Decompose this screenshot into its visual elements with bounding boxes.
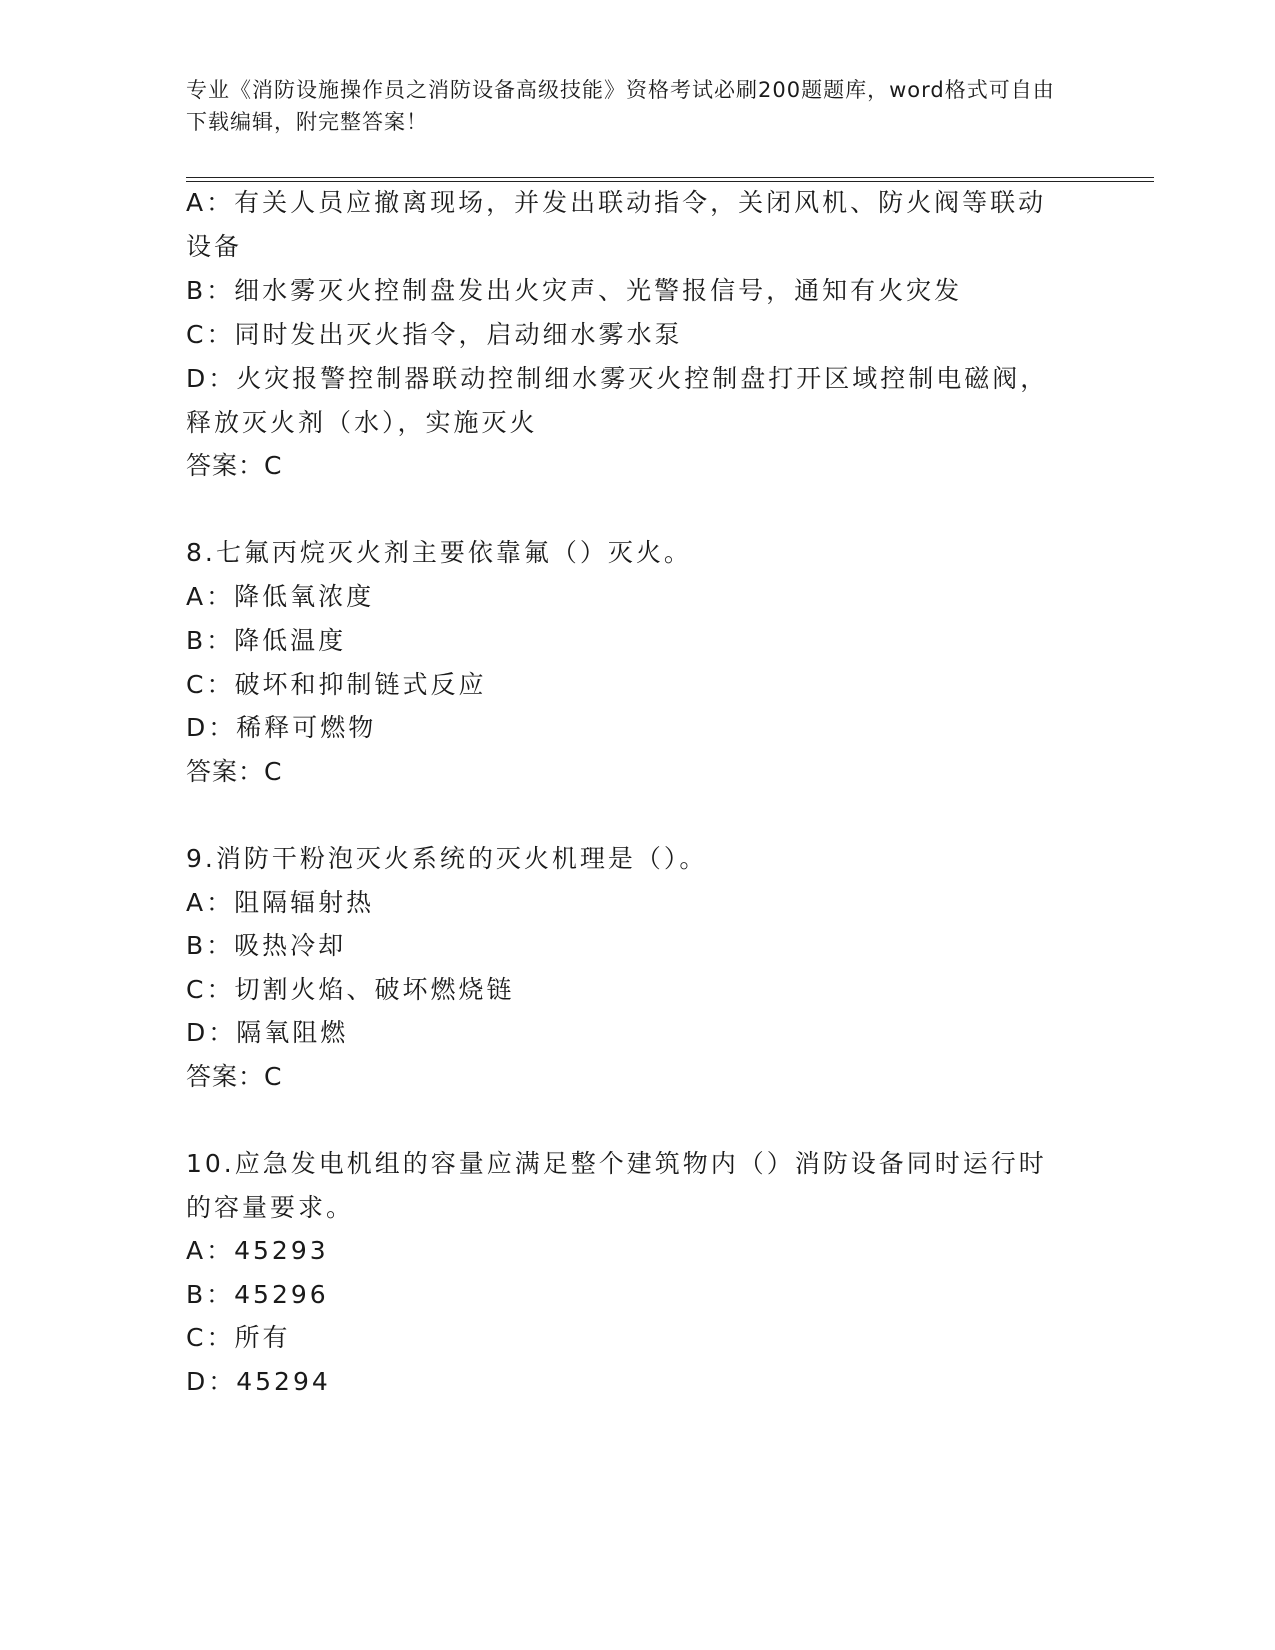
q10-option-d: D：45294 [186, 1367, 331, 1396]
q10-option-c: C：所有 [186, 1323, 291, 1352]
q7-option-d-line1: D：火灾报警控制器联动控制细水雾灭火控制盘打开区域控制电磁阀， [186, 364, 1049, 393]
q8-option-c: C：破坏和抑制链式反应 [186, 670, 487, 699]
q8-question: 8.七氟丙烷灭火剂主要依靠氟（）灭火。 [186, 538, 692, 567]
q10-question-line2: 的容量要求。 [186, 1193, 355, 1222]
q10-option-b: B：45296 [186, 1280, 329, 1309]
q9-option-b: B：吸热冷却 [186, 931, 347, 960]
q10-question-line1: 10.应急发电机组的容量应满足整个建筑物内（）消防设备同时运行时 [186, 1149, 1047, 1178]
q8-answer: 答案：C [186, 757, 283, 786]
q7-option-a-line1: A：有关人员应撤离现场，并发出联动指令，关闭风机、防火阀等联动 [186, 188, 1047, 217]
header-divider-top [186, 177, 1154, 178]
q7-option-d-line2: 释放灭火剂（水），实施灭火 [186, 408, 538, 437]
q7-option-b: B：细水雾灭火控制盘发出火灾声、光警报信号，通知有火灾发 [186, 276, 963, 305]
q9-option-d: D：隔氧阻燃 [186, 1018, 349, 1047]
document-header: 专业《消防设施操作员之消防设备高级技能》资格考试必刷200题题库，word格式可自由下载编辑，附完整答案！ [186, 78, 1055, 134]
q9-option-a: A：阻隔辐射热 [186, 888, 375, 917]
q7-answer: 答案：C [186, 451, 283, 480]
q9-question: 9.消防干粉泡灭火系统的灭火机理是（）。 [186, 844, 708, 873]
q9-option-c: C：切割火焰、破坏燃烧链 [186, 975, 515, 1004]
q7-option-a-line2: 设备 [186, 232, 243, 261]
q8-option-d: D：稀释可燃物 [186, 713, 377, 742]
q9-answer: 答案：C [186, 1062, 283, 1091]
q8-option-b: B：降低温度 [186, 626, 347, 655]
q8-option-a: A：降低氧浓度 [186, 582, 375, 611]
q10-option-a: A：45293 [186, 1236, 329, 1265]
q7-option-c: C：同时发出灭火指令，启动细水雾水泵 [186, 320, 683, 349]
